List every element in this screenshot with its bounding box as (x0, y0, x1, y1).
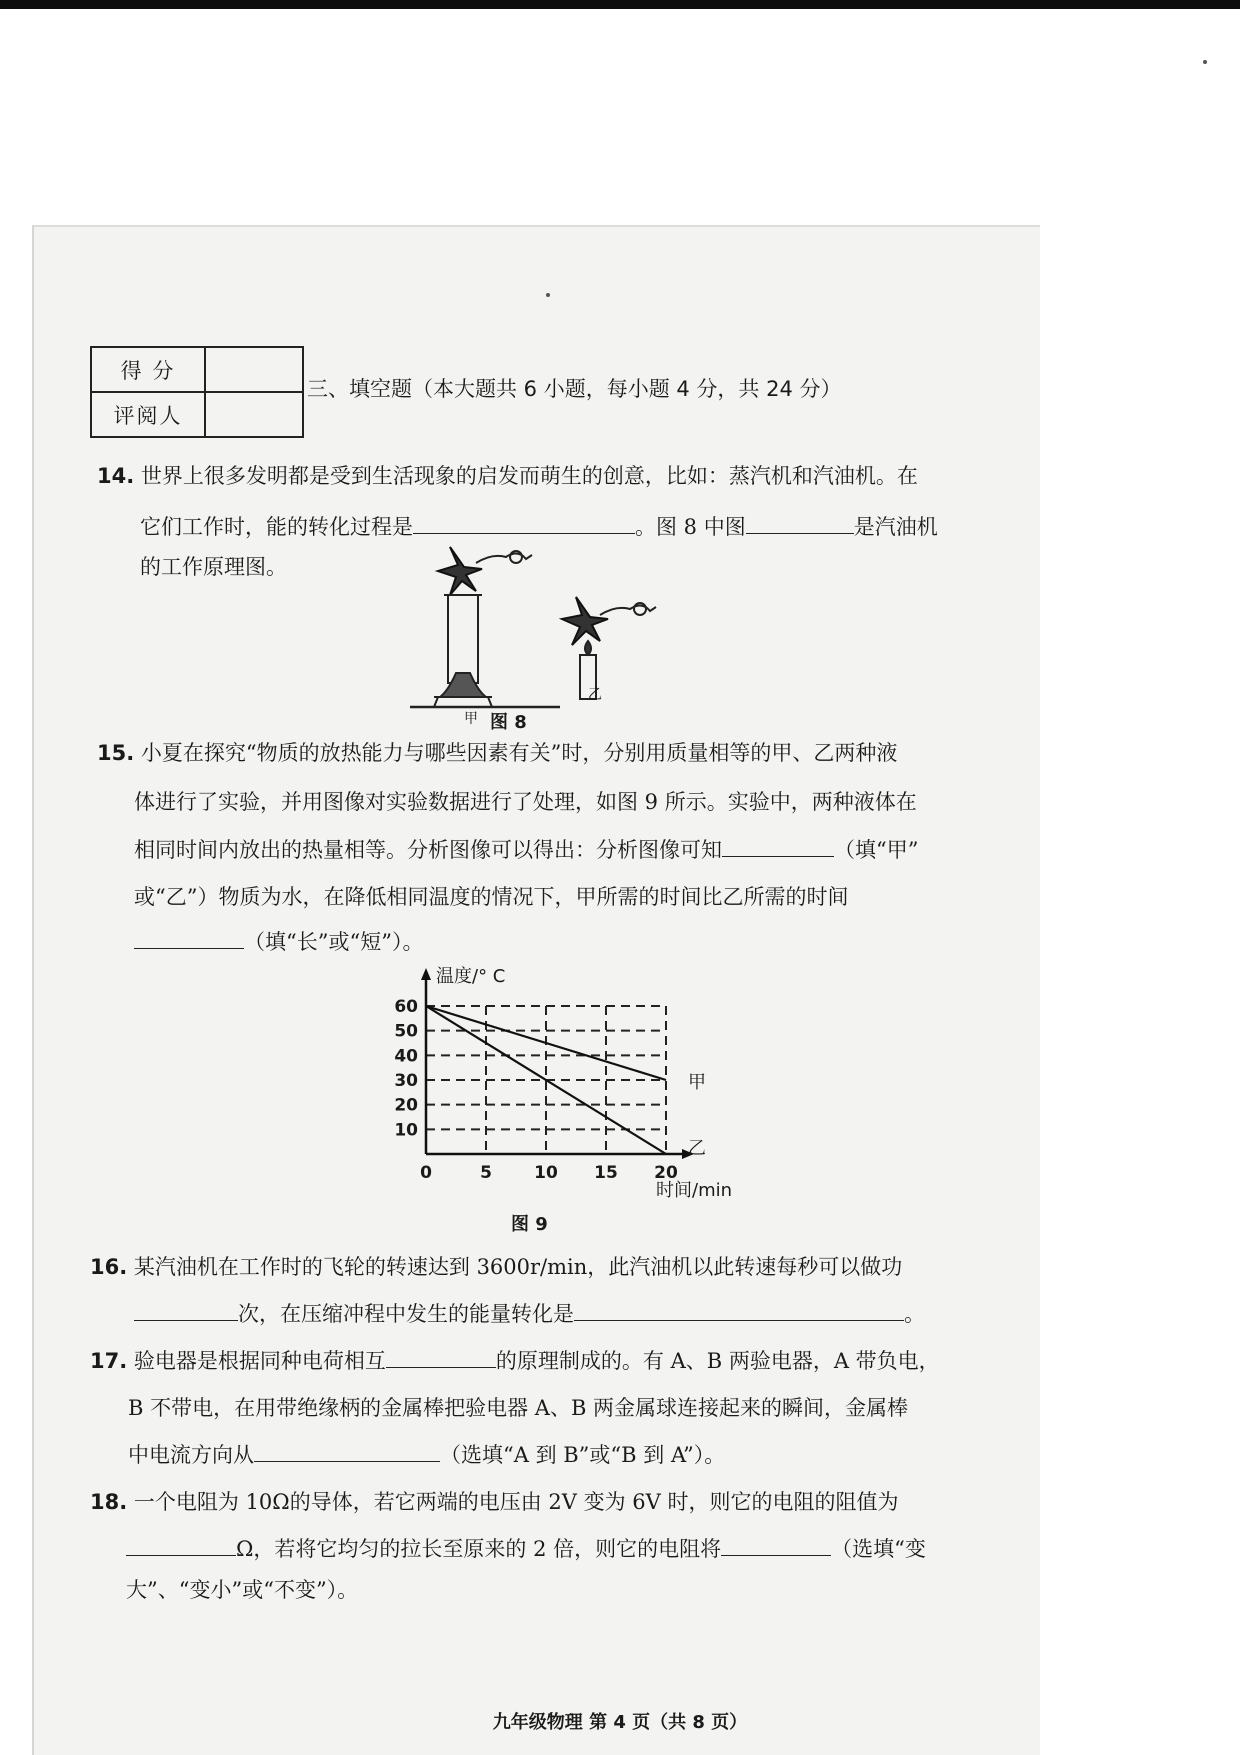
chart-xlabel: 时间/min (656, 1180, 733, 1201)
series-label: 乙 (688, 1138, 706, 1159)
scan-speck (546, 293, 550, 297)
question-number: 16. (90, 1255, 128, 1279)
y-tick-label: 20 (394, 1095, 418, 1116)
question-18-line3: 大”、“变小”或“不变”）。 (126, 1578, 359, 1602)
question-14-line2: 它们工作时，能的转化过程是 。图 8 中图 是汽油机 (140, 511, 938, 542)
section-title: 三、填空题（本大题共 6 小题，每小题 4 分，共 24 分） (307, 377, 842, 401)
score-label: 得 分 (91, 347, 205, 392)
y-tick-label: 30 (394, 1071, 418, 1091)
figure-9-caption: 图 9 (511, 1214, 548, 1235)
scan-top-border (0, 0, 1240, 9)
question-number: 17. (90, 1349, 128, 1373)
question-15-line1: 15. 小夏在探究“物质的放热能力与哪些因素有关”时，分别用质量相等的甲、乙两种液 (97, 741, 898, 765)
question-14-line1: 14. 世界上很多发明都是受到生活现象的启发而萌生的创意，比如：蒸汽机和汽油机。在 (97, 464, 918, 488)
reviewer-cell[interactable] (205, 392, 303, 437)
question-15-line2: 体进行了实验，并用图像对实验数据进行了处理，如图 9 所示。实验中，两种液体在 (134, 790, 917, 814)
score-cell[interactable] (205, 347, 303, 392)
apparatus-yi (562, 597, 656, 699)
question-15-line4: 或“乙”）物质为水，在降低相同温度的情况下，甲所需的时间比乙所需的时间 (134, 885, 849, 909)
chart-ylabel: 温度/° C (436, 966, 506, 987)
y-tick-label: 40 (394, 1046, 418, 1067)
series-label: 甲 (688, 1072, 706, 1093)
y-tick-label: 60 (394, 997, 418, 1017)
answer-blank[interactable] (126, 1533, 236, 1556)
question-16-line1: 16. 某汽油机在工作时的飞轮的转速达到 3600r/min，此汽油机以此转速每秒可以做功 (90, 1255, 903, 1279)
figure-label-jia: 甲 (464, 711, 478, 727)
question-17-line3: 中电流方向从 （选填“A 到 B”或“B 到 A”）。 (128, 1439, 725, 1470)
answer-blank[interactable] (413, 511, 635, 534)
y-axis-arrow (421, 968, 431, 980)
y-tick-label: 50 (394, 1021, 418, 1042)
answer-blank[interactable] (254, 1439, 440, 1462)
answer-blank[interactable] (746, 511, 854, 534)
figure-8-caption: 图 8 (490, 712, 527, 733)
score-table (90, 346, 304, 438)
question-15-line5: （填“长”或“短”）。 (134, 926, 423, 957)
question-15-line3: 相同时间内放出的热量相等。分析图像可以得出：分析图像可知 （填“甲” (134, 834, 918, 865)
question-16-line2: 次，在压缩冲程中发生的能量转化是 。 (134, 1298, 925, 1329)
figure-label-yi: 乙 (588, 687, 602, 703)
question-number: 14. (97, 464, 135, 488)
scan-speck (1203, 60, 1207, 64)
x-tick-label: 15 (594, 1163, 618, 1183)
question-14-line3: 的工作原理图。 (140, 555, 287, 579)
question-number: 15. (97, 741, 135, 765)
page-footer: 九年级物理 第 4 页（共 8 页） (492, 1712, 748, 1733)
answer-blank[interactable] (721, 1533, 831, 1556)
chart-axes (421, 968, 694, 1159)
question-18-line2: Ω，若将它均匀的拉长至原来的 2 倍，则它的电阻将 （选填“变 (126, 1533, 926, 1564)
x-tick-label: 20 (654, 1163, 678, 1183)
apparatus-jia (410, 547, 560, 707)
answer-blank[interactable] (134, 926, 244, 949)
x-tick-label: 0 (420, 1163, 432, 1183)
question-17-line2: B 不带电，在用带绝缘柄的金属棒把验电器 A、B 两金属球连接起来的瞬间，金属棒 (128, 1396, 909, 1420)
question-number: 18. (90, 1490, 128, 1514)
reviewer-label: 评阅人 (91, 392, 205, 437)
x-tick-label: 5 (480, 1163, 492, 1183)
x-tick-label: 10 (534, 1163, 558, 1183)
question-18-line1: 18. 一个电阻为 10Ω的导体，若它两端的电压由 2V 变为 6V 时，则它的电阻的阻值为 (90, 1490, 899, 1514)
answer-blank[interactable] (134, 1298, 238, 1321)
answer-blank[interactable] (722, 834, 834, 857)
figure-9-chart (380, 960, 750, 1205)
question-17-line1: 17. 验电器是根据同种电荷相互 的原理制成的。有 A、B 两验电器，A 带负电， (90, 1345, 940, 1376)
answer-blank[interactable] (574, 1298, 904, 1321)
chart-series (426, 1006, 706, 1159)
y-tick-label: 10 (394, 1120, 418, 1141)
answer-blank[interactable] (386, 1345, 496, 1368)
